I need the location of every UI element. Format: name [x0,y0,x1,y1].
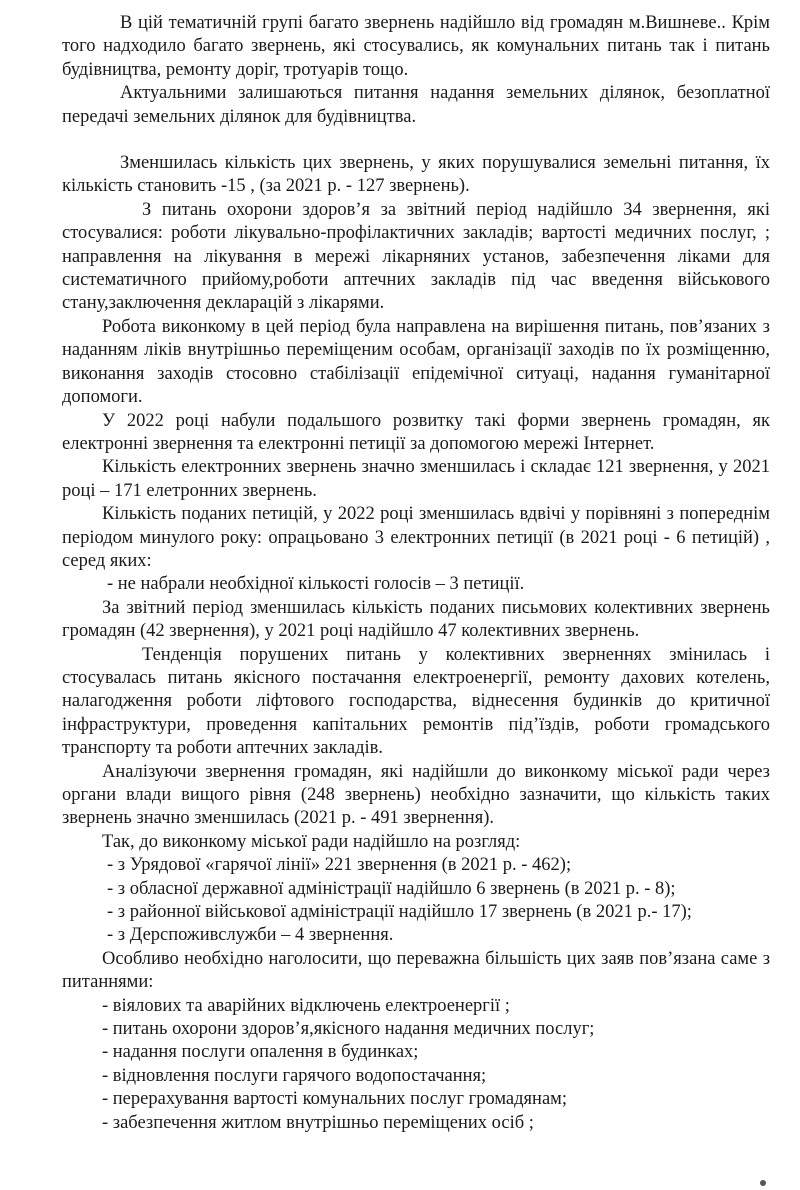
paragraph: Актуальними залишаються питання надання земельних ділянок, безоплатної передачі земельних ділянок для будівництва. [62,83,770,127]
paragraph: Кількість електронних звернень значно зменшилась і складає 121 звернення, у 2021 році – 171 елетронних звернень. [62,457,770,501]
list-item: - перерахування вартості комунальних послуг громадянам; [102,1089,568,1110]
paragraph: Зменшилась кількість цих звернень, у яких порушувалися земельні питання, їх кількість становить -15 , (за 2021 р. - 127 звернень). [62,153,770,197]
paragraph: Так, до виконкому міської ради надійшло на розгляд: [102,831,521,852]
list-item: - з Урядової «гарячої лінії» 221 звернення (в 2021 р. - 462); [107,855,572,876]
paragraph-gap [62,129,770,152]
list-item: - відновлення послуги гарячого водопостачання; [102,1065,487,1086]
list-item: - забезпечення житлом внутрішньо переміщених осіб ; [102,1112,534,1133]
paragraph: Тенденція порушених питань у колективних зверненнях змінилась і стосувалась питань якісного постачання електроенергії, ремонту дахових котелень, налагодження роботи ліфтового господарства, віднесення будинків до критичної інфраструктури, проведення капітальних ремонтів під’їздів, роботи громадського транспорту та роботи аптечних закладів. [62,644,770,759]
paragraph: Аналізуючи звернення громадян, які надійшли до виконкому міської ради через органи влади вищого рівня (248 звернень) необхідно зазначити, що кількість таких звернень значно зменшилась (2021 р. - 491 звернення). [62,761,770,829]
list-item: - віялових та аварійних відключень електроенергії ; [102,995,510,1016]
paragraph: В цій тематичній групі багато звернень надійшло від громадян м.Вишневе.. Крім того надходило багато звернень, які стосувались, як комунальних питань так і питань будівництва, ремонту доріг, тротуарів тощо. [62,13,770,80]
paragraph: Кількість поданих петицій, у 2022 році зменшилась вдвічі у порівняні з попереднім періодом минулого року: опрацьовано 3 електронних петиції (в 2021 році - 6 петицій) , серед яких: [62,504,770,571]
paragraph: З питань охорони здоров’я за звітний період надійшло 34 звернення, які стосувалися: роботи лікувально-профілактичних закладів; вартості медичних послуг, ; направлення на лікування в мережі лікарняних установ, забезпечення ліками для систематичного прийому,роботи аптечних закладів під час введення військового стану,заключення декларацій з лікарями. [62,199,770,314]
paragraph: У 2022 році набули подальшого розвитку такі форми звернень громадян, як електронні звернення та електронні петиції за допомогою мережі Інтернет. [62,410,770,454]
list-item: - з обласної державної адміністрації надійшло 6 звернень (в 2021 р. - 8); [107,878,676,899]
paragraph: Особливо необхідно наголосити, що переважна більшість цих заяв пов’язана саме з питаннями: [62,948,770,993]
list-item: - з районної військової адміністрації надійшло 17 звернень (в 2021 р.- 17); [107,902,692,923]
list-item: - не набрали необхідної кількості голосів – 3 петиції. [107,574,525,595]
document-page [62,12,770,1135]
scan-mark [760,1180,766,1186]
list-item: - питань охорони здоров’я,якісного надання медичних послуг; [102,1019,595,1040]
list-item: - з Дерспоживслужби – 4 звернення. [107,925,394,946]
paragraph: За звітний період зменшилась кількість поданих письмових колективних звернень громадян (42 звернення), у 2021 році надійшло 47 колективних звернень. [62,597,770,642]
list-item: - надання послуги опалення в будинках; [102,1042,419,1063]
paragraph: Робота виконкому в цей період була направлена на вирішення питань, пов’язаних з наданням ліків внутрішньо переміщеним особам, організації заходів по їх розміщенню, виконання заходів стосовно стабілізації епідемічної ситуаці, надання гуманітарної допомоги. [62,316,770,408]
